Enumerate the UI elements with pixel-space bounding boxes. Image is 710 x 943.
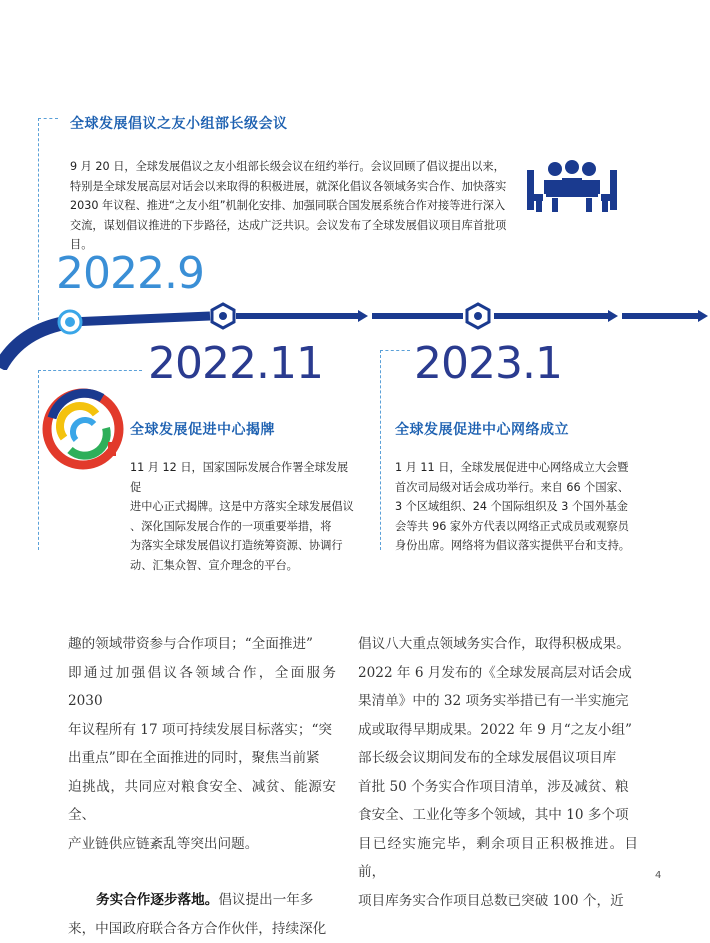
body-line: 迫挑战，共同应对粮食安全、减贫、能源安全、 — [68, 773, 336, 830]
body-line: 目已经实施完毕，剩余项目正积极推进。目前， — [358, 830, 638, 887]
bold-lead: 务实合作逐步落地。 — [96, 892, 218, 908]
section2-line: 11 月 12 日，国家国际发展合作署全球发展促 — [130, 458, 355, 497]
section2-title: 全球发展促进中心揭牌 — [130, 419, 275, 439]
section2-line: 动、汇集众智、宣介理念的平台。 — [130, 556, 355, 576]
body-line: 来，中国政府联合各方合作伙伴，持续深化 — [68, 915, 336, 943]
section3-line: 会等共 96 家外方代表以网络正式成员或观察员 — [395, 517, 635, 537]
timeline-arc — [0, 290, 710, 370]
year-2023-1: 2023.1 — [414, 338, 562, 389]
body-line: 出重点”即在全面推进的同时，聚焦当前紧 — [68, 744, 336, 773]
body-line: 成或取得早期成果。2022 年 9 月“之友小组” — [358, 716, 638, 745]
section1-line: 交流，谋划倡议推进的下步路径，达成广泛共识。会议发布了全球发展倡议项目库首批项目。 — [70, 216, 520, 255]
section1-paragraph — [70, 157, 520, 255]
body-line: 果清单》中的 32 项务实举措已有一半实施完 — [358, 687, 638, 716]
section2-dashed-guide — [38, 370, 39, 550]
body-line: 项目库务实合作项目总数已突破 100 个，近 — [358, 887, 638, 916]
section2-dashed-top — [38, 370, 142, 371]
section1-line: 9 月 20 日，全球发展倡议之友小组部长级会议在纽约举行。会议回顾了倡议提出以来， — [70, 157, 520, 177]
section3-line: 3 个区域组织、24 个国际组织及 3 个国外基金 — [395, 497, 635, 517]
section2-line: 为落实全球发展倡议打造统筹资源、协调行 — [130, 536, 355, 556]
body-line: 年议程所有 17 项可持续发展目标落实；“突 — [68, 716, 336, 745]
section2-line: 、深化国际发展合作的一项重要举措，将 — [130, 517, 355, 537]
year-2022-9: 2022.9 — [56, 248, 204, 299]
section3-line: 身份出席。网络将为倡议落实提供平台和支持。 — [395, 536, 635, 556]
body-line: 食安全、工业化等多个领域，其中 10 多个项 — [358, 801, 638, 830]
section3-dashed-top — [380, 350, 410, 351]
body-line: 2022 年 6 月发布的《全球发展高层对话会成 — [358, 659, 638, 688]
section3-dashed-guide — [380, 350, 381, 550]
body-line: 趣的领域带资参与合作项目；“全面推进” — [68, 630, 336, 659]
body-line-rest: 倡议提出一年多 — [218, 892, 313, 908]
year-2022-11: 2022.11 — [148, 338, 323, 389]
section1-dashed-guide — [38, 118, 39, 298]
page-number: 4 — [655, 870, 661, 881]
body-line: 倡议八大重点领域务实合作，取得积极成果。 — [358, 630, 638, 659]
meeting-icon — [522, 158, 622, 220]
section3-paragraph — [395, 458, 635, 556]
section1-line: 2030 年议程、推进“之友小组”机制化安排、加强同联合国发展系统合作对接等进行深入 — [70, 196, 520, 216]
body-line: 产业链供应链紊乱等突出问题。 — [68, 830, 336, 859]
section1-dashed-top — [38, 118, 58, 119]
body-line: 部长级会议期间发布的全球发展倡议项目库 — [358, 744, 638, 773]
body-right-column — [358, 630, 638, 915]
body-line: 即通过加强倡议各领域合作，全面服务 2030 — [68, 659, 336, 716]
body-line: 首批 50 个务实合作项目清单，涉及减贫、粮 — [358, 773, 638, 802]
section1-title: 全球发展倡议之友小组部长级会议 — [70, 113, 288, 133]
section3-title: 全球发展促进中心网络成立 — [395, 419, 569, 439]
gdpc-logo — [42, 388, 124, 470]
section3-line: 1 月 11 日，全球发展促进中心网络成立大会暨 — [395, 458, 635, 478]
section2-line: 进中心正式揭牌。这是中方落实全球发展倡议 — [130, 497, 355, 517]
body-left-column — [68, 630, 336, 943]
body-line — [68, 886, 336, 915]
section1-line: 特别是全球发展高层对话会以来取得的积极进展，就深化倡议各领域务实合作、加快落实 — [70, 177, 520, 197]
section3-line: 首次司局级对话会成功举行。来自 66 个国家、 — [395, 478, 635, 498]
section2-paragraph — [130, 458, 355, 575]
